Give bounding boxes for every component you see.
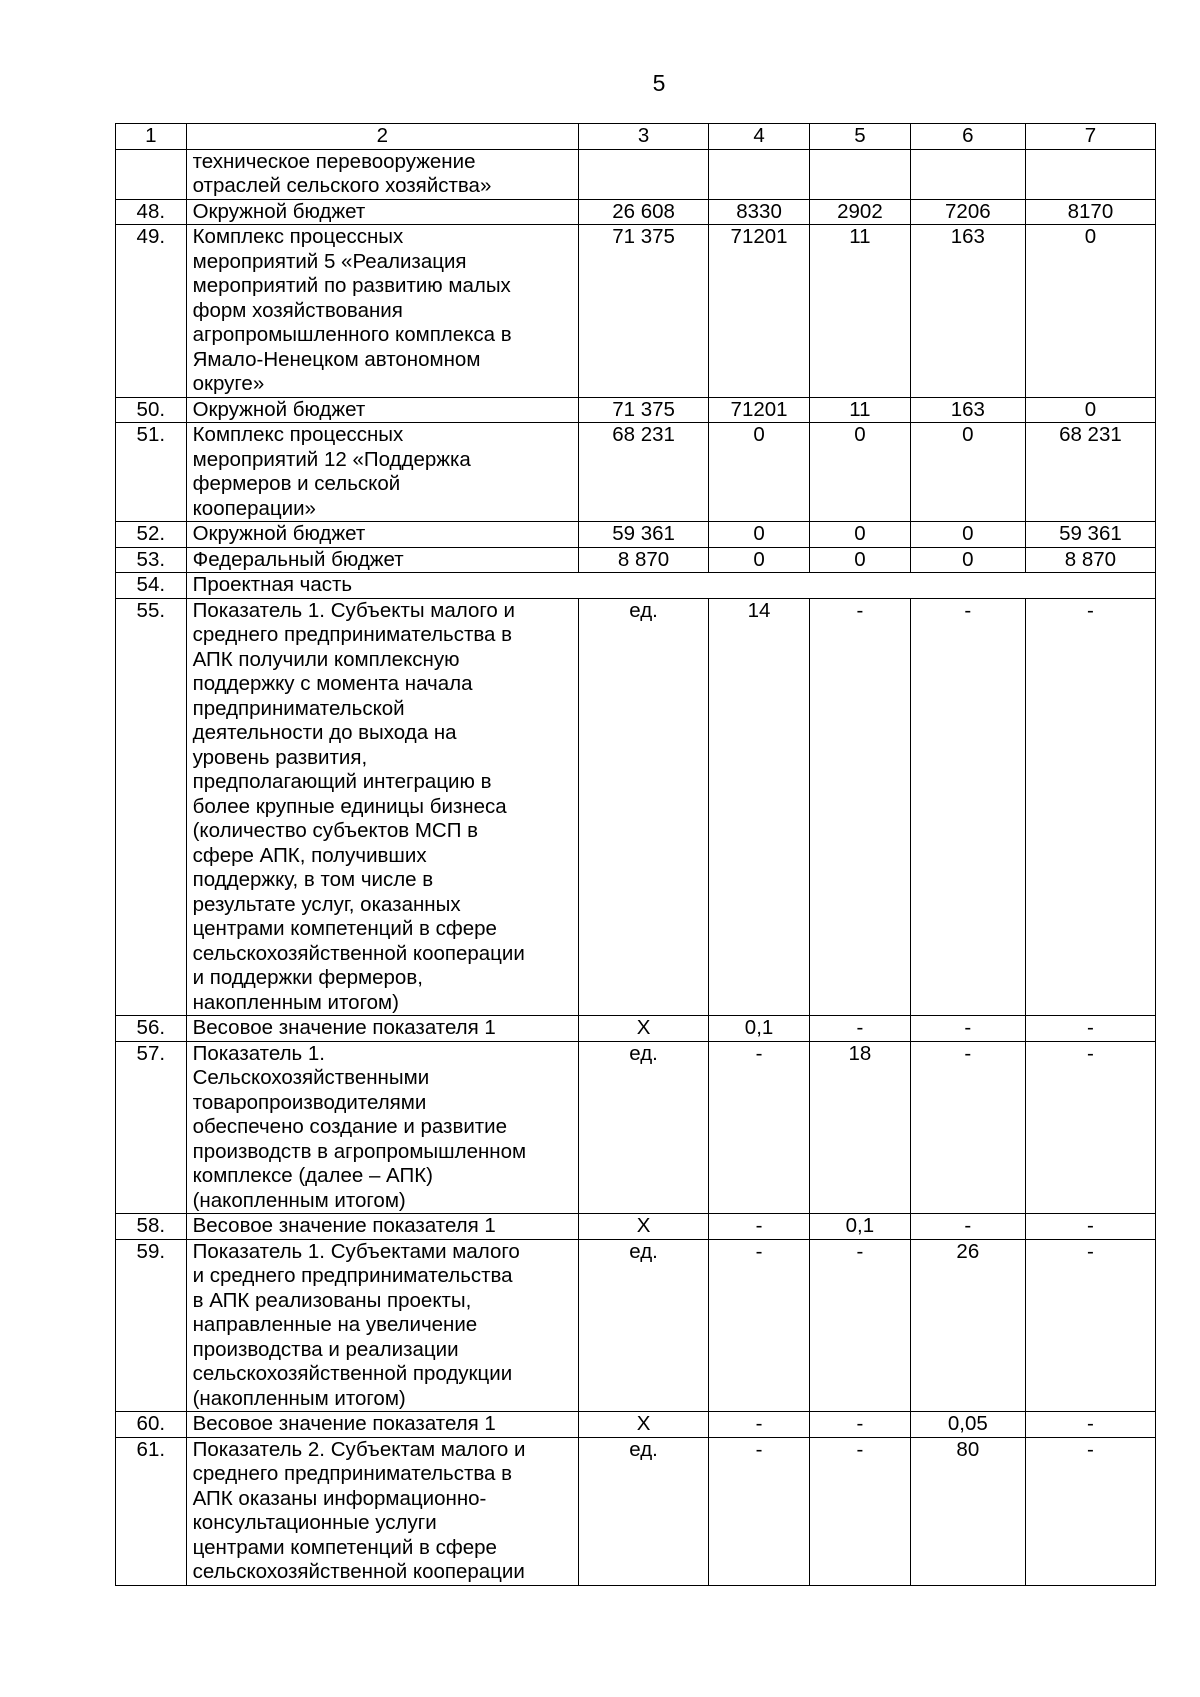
row-number-cell: 48. <box>116 199 187 225</box>
table-row <box>116 1239 1156 1412</box>
row-description-cell: Весовое значение показателя 1 <box>186 1214 578 1240</box>
row-description-cell: Федеральный бюджет <box>186 547 578 573</box>
row-number-cell: 55. <box>116 598 187 1016</box>
row-value-cell: 163 <box>910 225 1025 398</box>
row-value-cell: 0 <box>809 547 910 573</box>
row-value-cell: 0,1 <box>809 1214 910 1240</box>
table-row <box>116 1041 1156 1214</box>
row-value-cell: 0 <box>910 423 1025 522</box>
row-value-cell: X <box>579 1412 709 1438</box>
row-value-cell: 163 <box>910 397 1025 423</box>
row-number-cell: 61. <box>116 1437 187 1585</box>
row-number-cell: 58. <box>116 1214 187 1240</box>
row-value-cell: 59 361 <box>1025 522 1155 548</box>
page-number: 5 <box>652 70 666 96</box>
table-row <box>116 1214 1156 1240</box>
row-number-cell: 50. <box>116 397 187 423</box>
row-value-cell: 59 361 <box>579 522 709 548</box>
row-description-cell: Показатель 1. Субъектами малого и среднего предпринимательства в АПК реализованы проекты, направленные на увеличение производства и реализации сельскохозяйственной продукции (накопленным итогом) <box>186 1239 578 1412</box>
header-cell: 6 <box>910 124 1025 150</box>
row-value-cell: - <box>809 1016 910 1042</box>
header-cell: 4 <box>709 124 810 150</box>
row-value-cell: - <box>910 1214 1025 1240</box>
row-value-cell: 0,05 <box>910 1412 1025 1438</box>
row-value-cell: 0 <box>709 547 810 573</box>
row-value-cell: ед. <box>579 598 709 1016</box>
row-value-cell: 71 375 <box>579 225 709 398</box>
row-value-cell: - <box>709 1041 810 1214</box>
header-cell: 1 <box>116 124 187 150</box>
row-value-cell: - <box>709 1214 810 1240</box>
header-cell: 5 <box>809 124 910 150</box>
table-row <box>116 1016 1156 1042</box>
row-value-cell: - <box>1025 598 1155 1016</box>
row-value-cell: ед. <box>579 1239 709 1412</box>
row-number-cell: 51. <box>116 423 187 522</box>
row-value-cell: 71201 <box>709 397 810 423</box>
row-value-cell <box>809 149 910 199</box>
row-value-cell: 71201 <box>709 225 810 398</box>
row-value-cell: 18 <box>809 1041 910 1214</box>
header-cell: 2 <box>186 124 578 150</box>
row-value-cell: X <box>579 1016 709 1042</box>
row-number-cell: 59. <box>116 1239 187 1412</box>
table-header-row <box>116 124 1156 150</box>
row-value-cell: 11 <box>809 397 910 423</box>
table-row <box>116 149 1156 199</box>
row-value-cell: - <box>709 1239 810 1412</box>
row-value-cell: - <box>809 1437 910 1585</box>
row-value-cell: 8 870 <box>1025 547 1155 573</box>
row-value-cell: - <box>1025 1016 1155 1042</box>
table-row <box>116 397 1156 423</box>
row-value-cell: 0,1 <box>709 1016 810 1042</box>
row-value-cell: - <box>910 598 1025 1016</box>
row-value-cell: - <box>910 1041 1025 1214</box>
table-row <box>116 199 1156 225</box>
row-value-cell: 26 608 <box>579 199 709 225</box>
row-value-cell: 0 <box>709 522 810 548</box>
row-description-cell: Комплекс процессных мероприятий 12 «Поддержка фермеров и сельской кооперации» <box>186 423 578 522</box>
row-description-cell: Показатель 1. Сельскохозяйственными товаропроизводителями обеспечено создание и развитие производств в агропромышленном комплексе (далее – АПК) (накопленным итогом) <box>186 1041 578 1214</box>
row-value-cell <box>709 149 810 199</box>
row-number-cell: 53. <box>116 547 187 573</box>
row-value-cell: 8 870 <box>579 547 709 573</box>
row-value-cell: 0 <box>910 547 1025 573</box>
row-value-cell: 80 <box>910 1437 1025 1585</box>
table-row <box>116 225 1156 398</box>
row-number-cell: 54. <box>116 573 187 599</box>
row-value-cell: 8170 <box>1025 199 1155 225</box>
row-number-cell: 52. <box>116 522 187 548</box>
table-row <box>116 1437 1156 1585</box>
row-value-cell: - <box>1025 1239 1155 1412</box>
row-value-cell: 7206 <box>910 199 1025 225</box>
row-value-cell <box>910 149 1025 199</box>
row-value-cell: 0 <box>809 522 910 548</box>
row-value-cell: - <box>1025 1412 1155 1438</box>
row-value-cell: 0 <box>1025 225 1155 398</box>
row-value-cell: 68 231 <box>1025 423 1155 522</box>
row-value-cell: 71 375 <box>579 397 709 423</box>
row-value-cell: 0 <box>709 423 810 522</box>
row-description-cell: Окружной бюджет <box>186 199 578 225</box>
table-row <box>116 522 1156 548</box>
row-description-cell: Весовое значение показателя 1 <box>186 1412 578 1438</box>
row-value-cell: 68 231 <box>579 423 709 522</box>
budget-table <box>115 123 1156 1586</box>
row-value-cell: X <box>579 1214 709 1240</box>
row-value-cell: - <box>709 1412 810 1438</box>
row-value-cell: 0 <box>1025 397 1155 423</box>
row-value-cell: - <box>1025 1437 1155 1585</box>
row-number-cell: 49. <box>116 225 187 398</box>
header-cell: 7 <box>1025 124 1155 150</box>
row-value-cell: - <box>910 1016 1025 1042</box>
row-number-cell <box>116 149 187 199</box>
row-description-cell: Окружной бюджет <box>186 522 578 548</box>
row-value-cell: ед. <box>579 1437 709 1585</box>
row-description-cell: Весовое значение показателя 1 <box>186 1016 578 1042</box>
row-description-cell: Окружной бюджет <box>186 397 578 423</box>
row-value-cell: - <box>809 1239 910 1412</box>
row-value-cell: 11 <box>809 225 910 398</box>
row-value-cell: - <box>809 598 910 1016</box>
row-number-cell: 60. <box>116 1412 187 1438</box>
row-value-cell: 0 <box>809 423 910 522</box>
row-value-cell: - <box>709 1437 810 1585</box>
row-description-cell: Показатель 1. Субъекты малого и среднего предпринимательства в АПК получили комплексную поддержку с момента начала предпринимательской деятельности до выхода на уровень развития, предполагающий интеграцию в более крупные единицы бизнеса (количество субъектов МСП в сфере АПК, получивших поддержку, в том числе в результате услуг, оказанных центрами компетенций в сфере сельскохозяйственной кооперации и поддержки фермеров, накопленным итогом) <box>186 598 578 1016</box>
table-row <box>116 423 1156 522</box>
table-row <box>116 573 1156 599</box>
row-value-cell: - <box>1025 1214 1155 1240</box>
row-description-cell: Показатель 2. Субъектам малого и среднего предпринимательства в АПК оказаны информационно- консультационные услуги центрами компетенций в сфере сельскохозяйственной кооперации <box>186 1437 578 1585</box>
row-number-cell: 56. <box>116 1016 187 1042</box>
row-value-cell: 26 <box>910 1239 1025 1412</box>
row-value-cell: 8330 <box>709 199 810 225</box>
row-value-cell: 0 <box>910 522 1025 548</box>
row-value-cell: ед. <box>579 1041 709 1214</box>
row-value-cell: 2902 <box>809 199 910 225</box>
row-description-cell: Комплекс процессных мероприятий 5 «Реализация мероприятий по развитию малых форм хозяйствования агропромышленного комплекса в Ямало-Ненецком автономном округе» <box>186 225 578 398</box>
row-value-cell <box>579 149 709 199</box>
table-row <box>116 598 1156 1016</box>
row-description-cell: техническое перевооружение отраслей сельского хозяйства» <box>186 149 578 199</box>
table-row <box>116 547 1156 573</box>
row-value-cell <box>1025 149 1155 199</box>
table-row <box>116 1412 1156 1438</box>
header-cell: 3 <box>579 124 709 150</box>
row-value-cell: - <box>809 1412 910 1438</box>
row-description-cell: Проектная часть <box>186 573 1155 599</box>
row-value-cell: 14 <box>709 598 810 1016</box>
row-number-cell: 57. <box>116 1041 187 1214</box>
row-value-cell: - <box>1025 1041 1155 1214</box>
